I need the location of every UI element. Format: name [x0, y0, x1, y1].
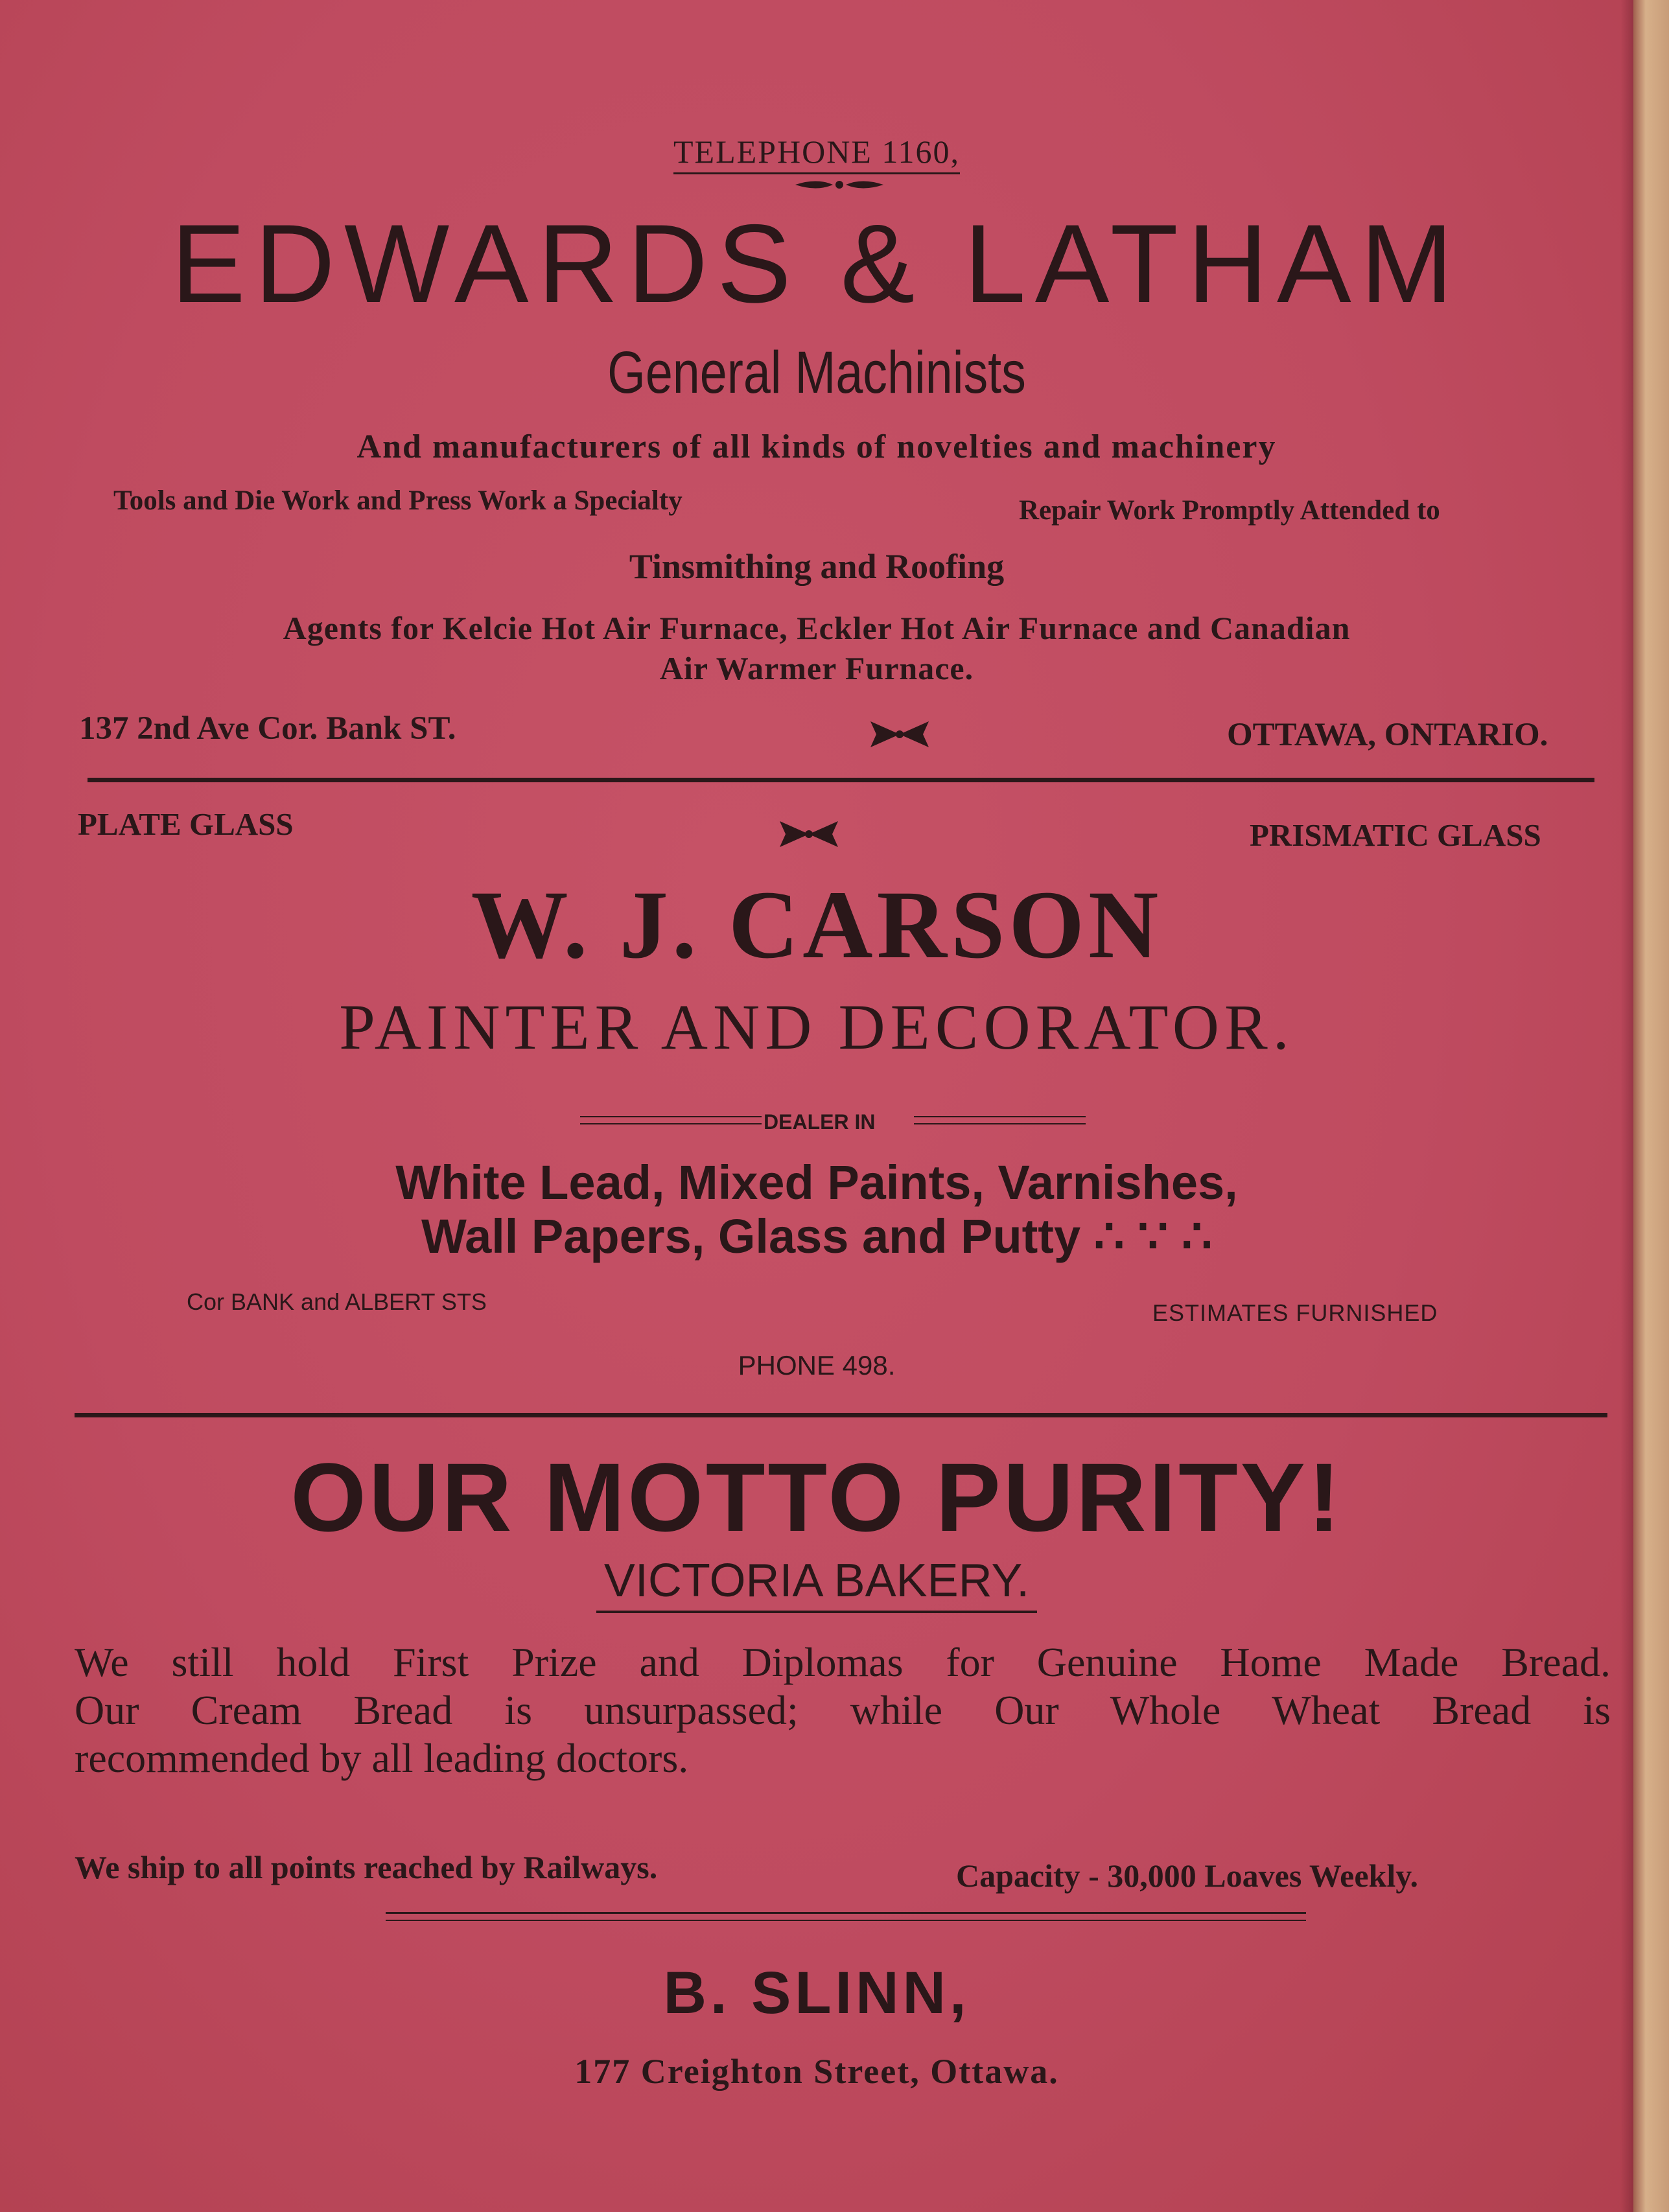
capacity-line: Capacity - 30,000 Loaves Weekly.: [956, 1857, 1418, 1894]
telephone-line: TELEPHONE 1160,: [0, 133, 1633, 170]
proprietor-name: B. SLINN,: [663, 1960, 970, 2026]
company-subtitle: General Machinists: [607, 340, 1026, 406]
page-fold-shadow: [1620, 0, 1633, 2212]
carson-phone: PHONE 498.: [738, 1350, 896, 1380]
bakery-motto: OUR MOTTO PURITY!: [290, 1443, 1343, 1552]
agents-line-2: Air Warmer Furnace.: [659, 650, 974, 686]
company-address: 137 2nd Ave Cor. Bank ST.: [79, 710, 456, 747]
specialty-line: Tools and Die Work and Press Work a Specialty: [113, 485, 683, 516]
dealer-rule-left: [580, 1123, 762, 1124]
goods-line-2: Wall Papers, Glass and Putty ∴ ∵ ∴: [421, 1209, 1213, 1263]
bow-ornament: [776, 818, 841, 850]
dealer-rule-right: [914, 1116, 1086, 1117]
dealer-label: DEALER IN: [764, 1110, 876, 1134]
double-rule: [386, 1912, 1306, 1914]
page-edge: [1633, 0, 1669, 2212]
estimates-line: ESTIMATES FURNISHED: [1152, 1299, 1438, 1326]
plate-glass-tag: PLATE GLASS: [78, 806, 294, 842]
section-divider: [88, 778, 1594, 782]
goods-line-1: White Lead, Mixed Paints, Varnishes,: [395, 1156, 1238, 1209]
flourish-ornament: [794, 175, 885, 194]
dealer-rule-left: [580, 1116, 762, 1117]
company-city: OTTAWA, ONTARIO.: [1227, 717, 1548, 753]
repair-line: Repair Work Promptly Attended to: [1019, 495, 1440, 526]
bakery-paragraph-line-2: Our Cream Bread is unsurpassed; while Our Whole Wheat Bread is: [75, 1687, 1611, 1733]
double-rule: [386, 1920, 1306, 1921]
carson-address: Cor BANK and ALBERT STS: [187, 1288, 487, 1315]
dealer-rule-right: [914, 1123, 1086, 1124]
bow-ornament: [867, 718, 932, 751]
company-name: EDWARDS & LATHAM: [171, 202, 1462, 326]
carson-name: W. J. CARSON: [471, 871, 1163, 979]
bakery-name: VICTORIA BAKERY.: [0, 1554, 1633, 1607]
prismatic-glass-tag: PRISMATIC GLASS: [1250, 817, 1541, 853]
bakery-paragraph-line-1: We still hold First Prize and Diplomas for Genuine Home Made Bread.: [75, 1639, 1611, 1685]
carson-trade: PAINTER AND DECORATOR.: [339, 991, 1294, 1063]
shipping-line: We ship to all points reached by Railways.: [75, 1849, 658, 1885]
bakery-paragraph-line-3: recommended by all leading doctors.: [75, 1735, 689, 1781]
tinsmithing-line: Tinsmithing and Roofing: [629, 547, 1005, 586]
section-divider: [75, 1413, 1607, 1417]
bakery-address: 177 Creighton Street, Ottawa.: [574, 2052, 1059, 2091]
manufacturers-line: And manufacturers of all kinds of novelties and machinery: [356, 428, 1277, 465]
agents-line-1: Agents for Kelcie Hot Air Furnace, Eckler Hot Air Furnace and Canadian: [283, 610, 1351, 646]
